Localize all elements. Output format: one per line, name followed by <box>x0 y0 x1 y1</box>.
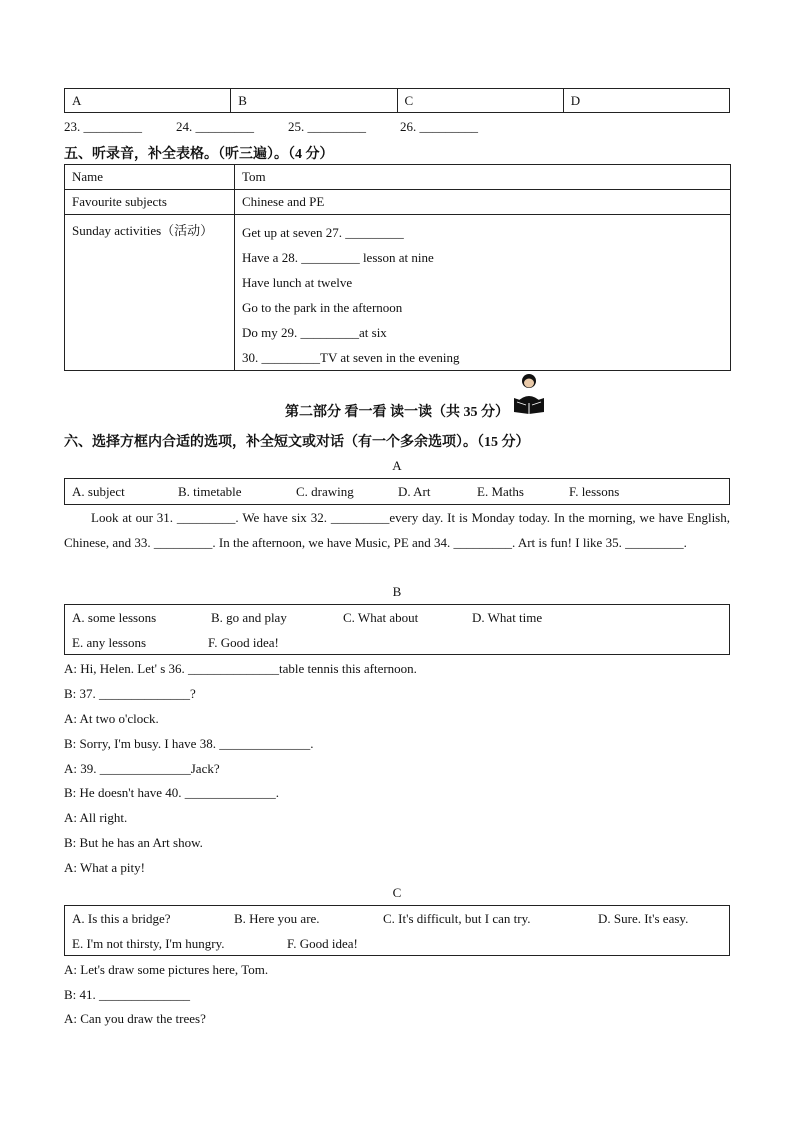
option-b-b: B. go and play <box>211 610 287 625</box>
part-2-title: 第二部分 看一看 读一读（共 35 分） <box>285 405 509 420</box>
option-c-e: E. I'm not thirsty, I'm hungry. <box>72 936 225 951</box>
answer-cell-d: D <box>563 89 729 113</box>
answer-cell-b: B <box>231 89 397 113</box>
option-a-d: D. Art <box>398 484 431 499</box>
section-6-title: 六、选择方框内合适的选项，补全短文或对话（有一个多余选项）。（15 分） <box>64 435 530 450</box>
option-b-f: F. Good idea! <box>208 635 279 650</box>
option-c-d: D. Sure. It's easy. <box>598 911 689 926</box>
name-value: Tom <box>235 165 731 190</box>
dialogue-b-line: B: He doesn't have 40. ______________. <box>64 785 280 800</box>
listening-table <box>64 164 731 371</box>
option-a-c: C. drawing <box>296 484 354 499</box>
blank-23: 23. _________ <box>64 119 142 134</box>
dialogue-b-line: A: All right. <box>64 810 128 825</box>
dialogue-b-line: A: At two o'clock. <box>64 711 159 726</box>
dialogue-b-line: A: 39. ______________Jack? <box>64 761 220 776</box>
option-b-e: E. any lessons <box>72 635 147 650</box>
option-box-c <box>64 905 730 956</box>
blank-24: 24. _________ <box>176 119 254 134</box>
answer-cell-a: A <box>65 89 231 113</box>
dialogue-c-line: B: 41. ______________ <box>64 987 191 1002</box>
option-b-a: A. some lessons <box>72 610 157 625</box>
option-c-f: F. Good idea! <box>287 936 358 951</box>
activity-line: 30. _________TV at seven in the evening <box>242 350 460 365</box>
activity-line: Get up at seven 27. _________ <box>242 225 404 240</box>
section-a-letter: A <box>392 458 402 473</box>
passage-a: Look at our 31. _________. We have six 32. _________every day. It is Monday today. In the morning, we have English, Chinese, and 33. _________. In the afternoon, we have Music, PE and 34. _________. Art is fun! I like 35. _________. <box>64 510 730 550</box>
activity-line: Have a 28. _________ lesson at nine <box>242 250 434 265</box>
blank-26: 26. _________ <box>400 119 478 134</box>
option-a-e: E. Maths <box>477 484 524 499</box>
favourite-subjects-value: Chinese and PE <box>235 190 731 215</box>
section-b-letter: B <box>392 584 402 599</box>
activity-line: Have lunch at twelve <box>242 275 353 290</box>
favourite-subjects-label: Favourite subjects <box>65 190 235 215</box>
answer-table-23-26 <box>64 88 730 113</box>
answer-cell-c: C <box>397 89 563 113</box>
dialogue-c-line: A: Can you draw the trees? <box>64 1011 206 1026</box>
option-box-a <box>64 478 730 505</box>
blank-25: 25. _________ <box>288 119 366 134</box>
activity-line: Do my 29. _________at six <box>242 325 387 340</box>
option-c-b: B. Here you are. <box>234 911 320 926</box>
sunday-activities-label: Sunday activities（活动） <box>65 215 235 371</box>
option-box-b <box>64 604 730 655</box>
name-label: Name <box>65 165 235 190</box>
option-b-d: D. What time <box>472 610 543 625</box>
activity-line: Go to the park in the afternoon <box>242 300 403 315</box>
option-c-c: C. It's difficult, but I can try. <box>383 911 531 926</box>
option-b-c: C. What about <box>343 610 419 625</box>
section-5-title: 五、听录音，补全表格。（听三遍）。（4 分） <box>64 147 334 162</box>
dialogue-b-line: B: Sorry, I'm busy. I have 38. ______________. <box>64 736 314 751</box>
dialogue-b-line: A: What a pity! <box>64 860 145 875</box>
option-a-b: B. timetable <box>178 484 242 499</box>
option-c-a: A. Is this a bridge? <box>72 911 171 926</box>
section-c-letter: C <box>392 885 402 900</box>
dialogue-b-line: B: 37. ______________? <box>64 686 196 701</box>
sunday-activities-list <box>235 215 731 371</box>
dialogue-c-line: A: Let's draw some pictures here, Tom. <box>64 962 269 977</box>
dialogue-b-line: B: But he has an Art show. <box>64 835 203 850</box>
dialogue-b-line: A: Hi, Helen. Let' s 36. ______________table tennis this afternoon. <box>64 661 417 676</box>
option-a-f: F. lessons <box>569 484 620 499</box>
option-a-a: A. subject <box>72 484 125 499</box>
reading-person-icon <box>512 372 546 414</box>
